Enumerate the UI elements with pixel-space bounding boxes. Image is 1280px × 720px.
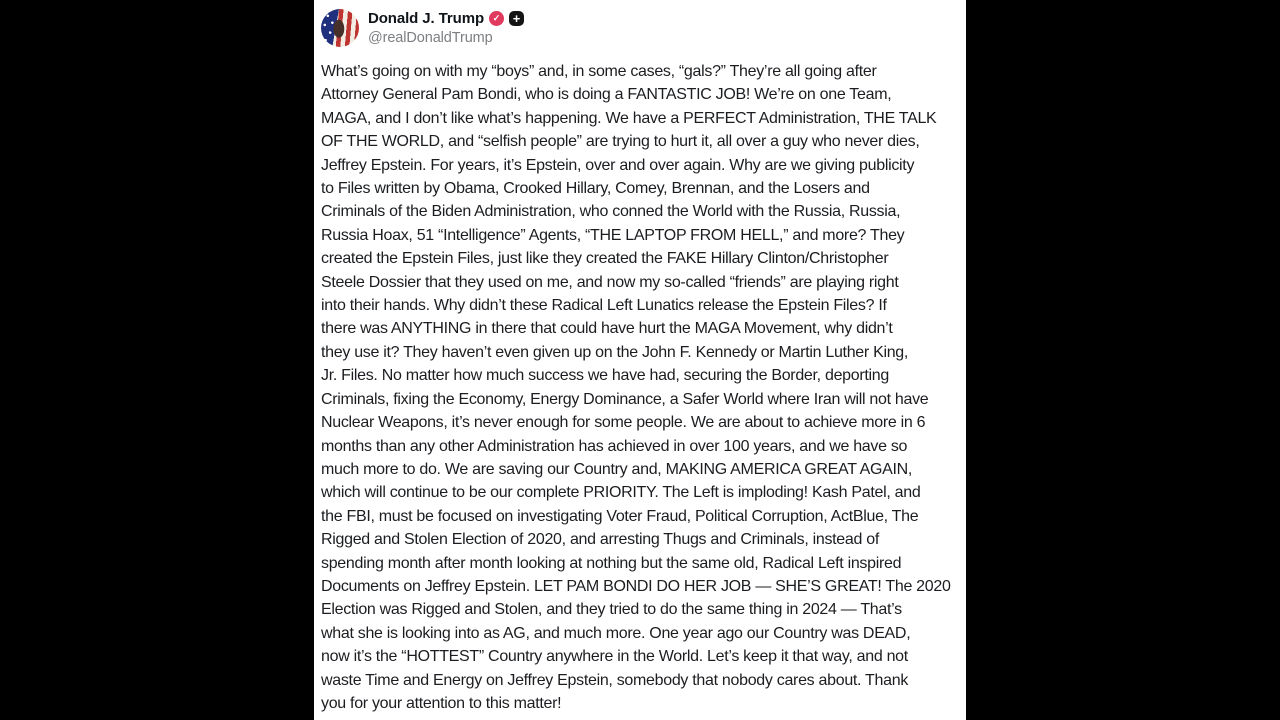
avatar[interactable] xyxy=(321,9,359,47)
post-text-line: What’s going on with my “boys” and, in some cases, “gals?” They’re all going after xyxy=(321,63,877,80)
post-text-line: waste Time and Energy on Jeffrey Epstein, somebody that nobody cares about. Thank xyxy=(321,671,909,689)
post-text-line: MAGA, and I don’t like what’s happening. We have a PERFECT Administration, THE TALK xyxy=(321,109,937,127)
verified-badge-icon: ✓ xyxy=(489,11,504,26)
author-handle[interactable]: @realDonaldTrump xyxy=(368,30,493,46)
follow-plus-button[interactable]: + xyxy=(509,11,524,26)
post-text-line: now it’s the “HOTTEST” Country anywhere in the World. Let’s keep it that way, and not xyxy=(321,648,908,666)
post-text-line: there was ANYTHING in there that could have hurt the MAGA Movement, why didn’t xyxy=(321,320,893,338)
post-text-line: Jeffrey Epstein. For years, it’s Epstein, over and over again. Why are we giving publicity xyxy=(321,156,915,174)
post-text-line: Documents on Jeffrey Epstein. LET PAM BONDI DO HER JOB — SHE’S GREAT! The 2020 xyxy=(321,577,951,595)
post-text-line: the FBI, must be focused on investigating Voter Fraud, Political Corruption, ActBlue, The xyxy=(321,507,919,525)
post-text-line: created the Epstein Files, just like they created the FAKE Hillary Clinton/Christopher xyxy=(321,250,889,268)
post-text-line: Nuclear Weapons, it’s never enough for some people. We are about to achieve more in 6 xyxy=(321,414,926,432)
post-text-line: you for your attention to this matter! xyxy=(321,694,562,712)
post-header xyxy=(321,8,952,47)
post-text-line: what she is looking into as AG, and much more. One year ago our Country was DEAD, xyxy=(321,624,911,642)
post-text-line: which will continue to be our complete PRIORITY. The Left is imploding! Kash Patel, and xyxy=(321,484,921,502)
post-text-line: Attorney General Pam Bondi, who is doing a FANTASTIC JOB! We’re on one Team, xyxy=(321,86,892,104)
post-text-line: Election was Rigged and Stolen, and they tried to do the same thing in 2024 — That’s xyxy=(321,601,902,619)
post-text-line: into their hands. Why didn’t these Radical Left Lunatics release the Epstein Files? If xyxy=(321,297,887,315)
post-text-line: OF THE WORLD, and “selfish people” are trying to hurt it, all over a guy who never dies, xyxy=(321,133,920,151)
post-text-line: much more to do. We are saving our Country and, MAKING AMERICA GREAT AGAIN, xyxy=(321,460,913,478)
post-text-line: Steele Dossier that they used on me, and now my so-called “friends” are playing right xyxy=(321,273,899,291)
post-text-line: Russia Hoax, 51 “Intelligence” Agents, “THE LAPTOP FROM HELL,” and more? They xyxy=(321,226,905,244)
post-text-line: Criminals, fixing the Economy, Energy Dominance, a Safer World where Iran will not have xyxy=(321,390,929,408)
post-text-line: Jr. Files. No matter how much success we have had, securing the Border, deporting xyxy=(321,367,889,385)
post-card xyxy=(314,0,966,720)
post-body xyxy=(321,60,952,715)
post-text-line: Rigged and Stolen Election of 2020, and arresting Thugs and Criminals, instead of xyxy=(321,531,879,549)
author-name-row xyxy=(368,10,524,27)
post-text-line: they use it? They haven’t even given up on the John F. Kennedy or Martin Luther King, xyxy=(321,343,909,361)
post-text-line: spending month after month looking at nothing but the same old, Radical Left inspired xyxy=(321,554,902,572)
post-text-line: Criminals of the Biden Administration, who conned the World with the Russia, Russia, xyxy=(321,203,901,221)
post-text-line: months than any other Administration has achieved in over 100 years, and we have so xyxy=(321,437,908,455)
post-text-line: to Files written by Obama, Crooked Hillary, Comey, Brennan, and the Losers and xyxy=(321,180,870,198)
author-info xyxy=(368,8,524,46)
author-display-name[interactable]: Donald J. Trump xyxy=(368,10,485,27)
